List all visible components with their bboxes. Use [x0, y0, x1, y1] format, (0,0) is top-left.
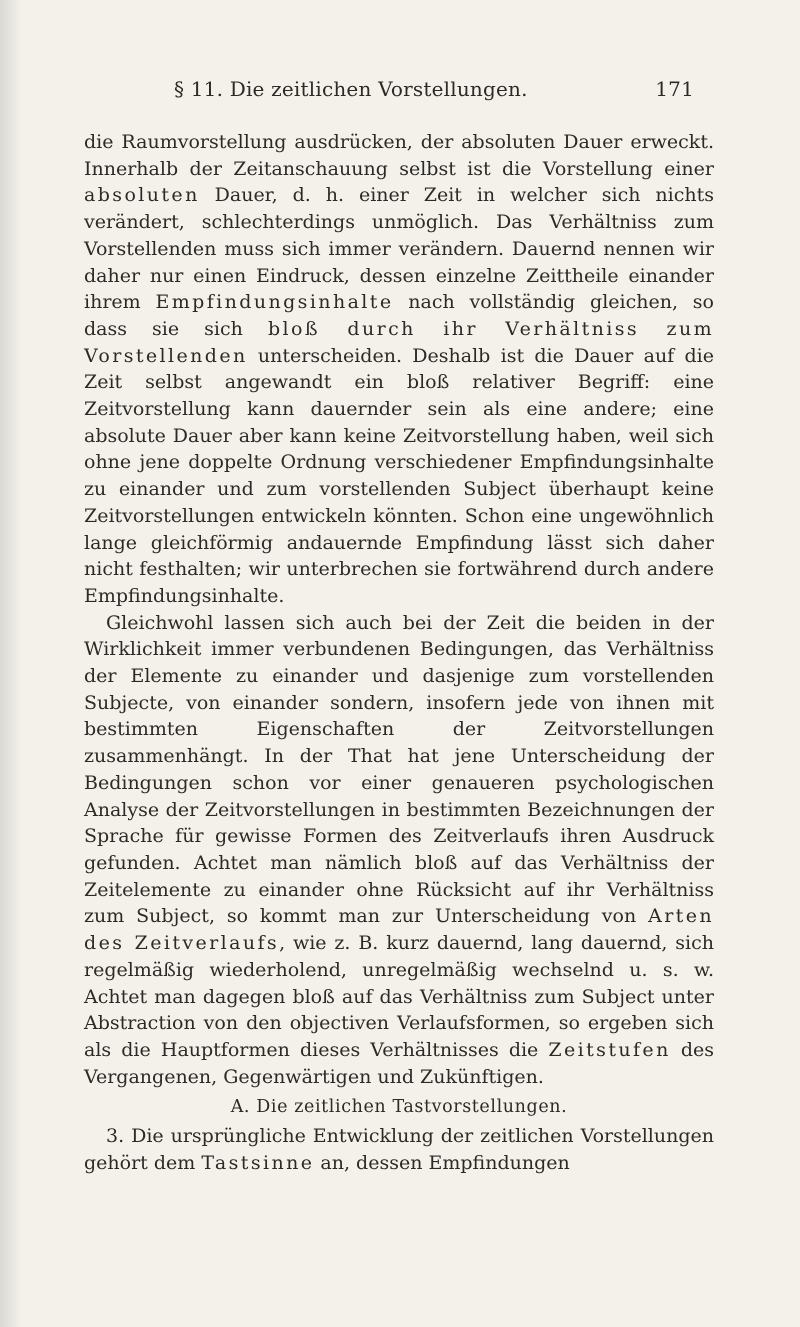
paragraph-2-text-1: Gleichwohl lassen sich auch bei der Zeit die beiden in der Wirklichkeit immer verbundenen Bedingungen, das Verhältniss der Elemente zu einander und dasjenige zum vorstellenden Subjecte, von einander sondern, insofern jede von ihnen mit bestimmten Eigenschaften der Zeitvorstellungen zusammenhängt. In der That hat jene Unterscheidung der Bedingungen schon vor einer genaueren psychologischen Analyse der Zeitvorstellungen in bestimmten Bezeichnungen der Sprache für gewisse Formen des Zeitverlaufs ihren Ausdruck gefunden. Achtet man nämlich bloß auf das Verhältniss der Zeitelemente zu einander ohne Rücksicht auf ihr Verhältniss zum Subject, so kommt man zur Unterscheidung von	[84, 611, 714, 928]
paragraph-3-text-1: 3. Die ursprüngliche Entwicklung der zeitlichen Vorstellungen gehört dem	[84, 1125, 714, 1174]
emphasis-empfindungsinhalte: Empfindungsinhalte	[155, 291, 394, 314]
paragraph-2	[84, 610, 714, 1091]
page-number: 171	[655, 77, 694, 101]
paragraph-1-text-4: unterscheiden. Deshalb ist die Dauer auf die Zeit selbst angewandt ein bloß relativer Begriff: eine Zeitvorstellung kann dauernder sein als eine andere; eine absolute Dauer aber kann keine Zeitvorstellung haben, weil sich ohne jene doppelte Ordnung verschiedener Empfindungsinhalte zu einander und zum vorstellenden Subject überhaupt keine Zeitvorstellungen entwickeln könnten. Schon eine ungewöhnlich lange gleichförmig andauernde Empfindung lässt sich daher nicht festhalten; wir unterbrechen sie fortwährend durch andere Empfindungsinhalte.	[84, 344, 714, 607]
paragraph-1-text-1: die Raumvorstellung ausdrücken, der absoluten Dauer erweckt. Innerhalb der Zeitanschauung selbst ist die Vorstellung einer	[84, 131, 714, 180]
emphasis-arten-des-zeitverlaufs: Arten des Zeitverlaufs	[84, 905, 714, 955]
emphasis-tastsinne: Tastsinne	[201, 1151, 315, 1174]
paragraph-2-text-3: des Vergangenen, Gegenwärtigen und Zukünftigen.	[84, 1038, 714, 1088]
paragraph-1	[84, 129, 714, 610]
binding-shadow	[0, 0, 22, 1327]
paragraph-3	[84, 1123, 714, 1176]
paragraph-2-text-2: , wie z. B. kurz dauernd, lang dauernd, sich regelmäßig wiederholend, unregelmäßig wechselnd u. s. w. Achtet man dagegen bloß auf das Verhältniss zum Subject unter Abstraction von den objectiven Verlaufsformen, so ergeben sich als die Hauptformen dieses Verhältnisses die	[84, 932, 714, 1061]
running-header	[174, 77, 694, 107]
body-text	[84, 129, 714, 1176]
header-title: § 11. Die zeitlichen Vorstellungen.	[174, 77, 528, 101]
paragraph-1-text-3: nach vollständig gleichen, so dass sie sich	[84, 291, 714, 340]
paragraph-3-text-2: an, dessen Empfindungen	[314, 1151, 570, 1174]
section-subheading: A. Die zeitlichen Tastvorstellungen.	[230, 1097, 568, 1118]
emphasis-zeitstufen: Zeitstufen	[548, 1038, 671, 1061]
emphasis-absoluten: absoluten	[84, 184, 200, 207]
emphasis-verhaeltniss: bloß durch ihr Verhältniss zum Vorstellenden	[84, 317, 714, 367]
paragraph-1-text-2: Dauer, d. h. einer Zeit in welcher sich nichts verändert, schlechterdings unmöglich. Das Verhältniss zum Vorstellenden muss sich immer verändern. Dauernd nennen wir daher nur einen Eindruck, dessen einzelne Zeittheile einander ihrem	[84, 184, 714, 314]
